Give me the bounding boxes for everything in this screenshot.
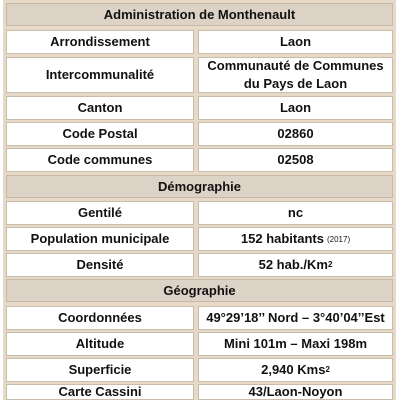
population-value-cell — [198, 227, 393, 251]
coordonnees-value: 49°29’18’’ Nord – 3°40’04’’Est — [198, 306, 393, 330]
canton-label: Canton — [6, 96, 194, 120]
table-row-code-postal — [6, 122, 393, 146]
info-table — [3, 0, 396, 400]
code-communes-value: 02508 — [198, 148, 393, 172]
table-row-coordonnees — [6, 306, 393, 330]
intercommunalite-label: Intercommunalité — [6, 57, 194, 93]
coordonnees-label: Coordonnées — [6, 306, 194, 330]
carte-cassini-value: 43/Laon-Noyon — [198, 384, 393, 400]
intercommunalite-value — [198, 57, 393, 93]
table-row-altitude — [6, 332, 393, 356]
gentile-label: Gentilé — [6, 201, 194, 225]
densite-value-cell: 52 hab./Km 2 — [198, 253, 393, 277]
section-title-administration: Administration de Monthenault — [103, 7, 296, 22]
densite-value: 52 hab./Km — [258, 257, 328, 272]
arrondissement-value: Laon — [198, 30, 393, 54]
canton-value: Laon — [198, 96, 393, 120]
densite-label: Densité — [6, 253, 194, 277]
gentile-value: nc — [198, 201, 393, 225]
superficie-value: 2,940 Kms — [261, 362, 326, 377]
arrondissement-label: Arrondissement — [6, 30, 194, 54]
table-row-population — [6, 227, 393, 251]
altitude-label: Altitude — [6, 332, 194, 356]
superficie-label: Superficie — [6, 358, 194, 382]
section-header-geographie — [6, 279, 393, 302]
table-row-superficie — [6, 358, 393, 382]
code-postal-value: 02860 — [198, 122, 393, 146]
carte-cassini-label: Carte Cassini — [6, 384, 194, 400]
population-label: Population municipale — [6, 227, 194, 251]
section-header-demographie — [6, 175, 393, 198]
intercommunalite-value-line2: du Pays de Laon — [243, 76, 348, 91]
altitude-value: Mini 101m – Maxi 198m — [198, 332, 393, 356]
table-row-intercommunalite — [6, 57, 393, 93]
table-row-carte-cassini — [6, 384, 393, 400]
population-year: (2017) — [326, 235, 351, 244]
table-row-densite — [6, 253, 393, 277]
code-postal-label: Code Postal — [6, 122, 194, 146]
code-communes-label: Code communes — [6, 148, 194, 172]
intercommunalite-value-line1: Communauté de Communes — [207, 58, 384, 73]
table-row-arrondissement — [6, 30, 393, 54]
section-title-geographie: Géographie — [163, 283, 236, 298]
section-header-administration — [6, 3, 393, 26]
table-row-code-communes — [6, 148, 393, 172]
section-title-demographie: Démographie — [157, 179, 242, 194]
table-row-canton — [6, 96, 393, 120]
table-row-gentile — [6, 201, 393, 225]
superficie-value-cell: 2,940 Kms 2 — [198, 358, 393, 382]
population-value: 152 habitants — [240, 231, 324, 246]
